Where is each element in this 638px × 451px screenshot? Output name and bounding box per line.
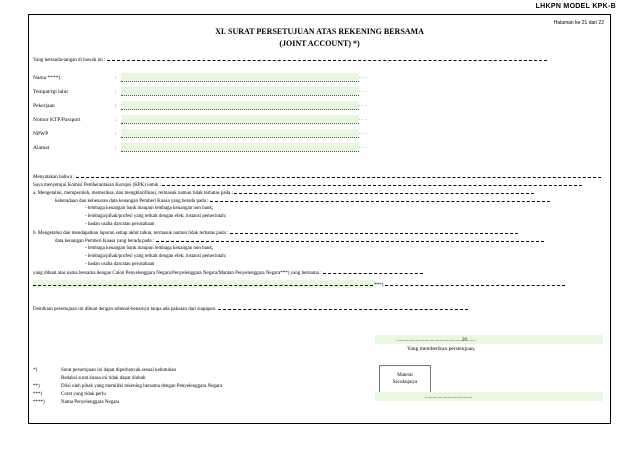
form-model-label: LHKPN MODEL KPK-B (535, 3, 616, 10)
note-text: Surat persetujuan ini dapat diperbanyak sesuai kebutuhan (61, 368, 176, 373)
list-item: - lembaga/pihak/profesi yang terkait dengan efek; instansi pemerintah; (85, 214, 227, 219)
birth-field[interactable] (121, 87, 359, 96)
signer-name-line: ...................................... (425, 395, 473, 400)
signer-name-field[interactable] (375, 392, 603, 401)
stamp-box: Materai Secukupnya (379, 365, 431, 393)
form-frame: Halaman ke 21 dari 22 XI. SURAT PERSETUJUAN ATAS REKENING BERSAMA (JOINT ACCOUNT) *) Yang bertanda-tangan di bawah ini : Nama ****) : ... Tempat/tgl lahir : ... Pekerjaan : ... Nomor KTP/Passport : ... NPWP : ... Alamat : ... Menyatakan bahwa : Saya menyetujui Komisi Pemberantasan Korupsi (KPK) untuk : a. Mengetahui, memperoleh, memeriksa, dan mengklarifikasi, termasuk namun tidak terbatas pada : keberadaan dan kebenaran data keuangan Pemberi Kuasa yang berada pada : - lembaga keuangan bank maupun lembaga keuangan non bank; - lembaga/pihak/profesi yang terkait dengan efek; instansi pemerintah; - badan usaha dan/atau perusahaan b. Mengetahui dan mendapatkan laporan setiap akhir tahun, termasuk namun tidak terbatas pada : data keuangan Pemberi Kuasa yang berada pada : - lembaga keuangan bank maupun lembaga keuangan non bank; - lembaga/pihak/profesi yang terkait dengan efek; instansi pemerintah; - badan usaha dan/atau perusahaan yang dibuat atas nama bersama dengan Calon Penyelenggara Negara/Penyelenggara Negara/Mantan Penyelenggara Negara***) yang bernama : ***) Demikian persetujuan ini dibuat dengan sebenar-benarnya tanpa ada paksaan dari siapapun. ....................................................20....... Yang memberikan persetujuan, Materai Secukupnya ...................................... *) Surat persetujuan ini dapat diperbanyak sesuai kebutuhan Redaksi surat kuasa ini tidak dapat diubah **) Diisi oleh pihak yang memiliki rekening bersama dengan Penyelenggara Negara ***) Coret yang tidak perlu ****) Nama Penyelenggara Negara (28, 14, 611, 424)
intro-line: Yang bertanda-tangan di bawah ini : (33, 56, 547, 64)
id-field[interactable] (121, 115, 359, 124)
date-line: ....................................................20....... (397, 338, 476, 343)
field-label-npwp: NPWP (33, 131, 49, 137)
field-label-address: Alamat (33, 145, 50, 151)
page-number: Halaman ke 21 dari 22 (553, 20, 604, 26)
note-text: Nama Penyelenggara Negara (61, 400, 120, 405)
consent-line: Saya menyetujui Komisi Pemberantasan Korupsi (KPK) untuk : (33, 181, 582, 189)
giver-label: Yang memberikan persetujuan, (407, 346, 476, 352)
list-item: - lembaga keuangan bank maupun lembaga keuangan non bank; (85, 246, 214, 251)
note-mark: *) (33, 368, 38, 373)
item-a-detail: keberadaan dan kebenaran data keuangan Pemberi Kuasa yang berada pada : (55, 197, 550, 205)
note-mark: ****) (33, 400, 45, 405)
field-label-birth: Tempat/tgl lahir (33, 89, 69, 95)
field-label-job: Pekerjaan (33, 103, 55, 109)
page-title (29, 26, 610, 50)
note-text: Diisi oleh pihak yang memiliki rekening bersama dengan Penyelenggara Negara (61, 384, 222, 389)
npwp-field[interactable] (121, 129, 359, 138)
note-mark: **) (33, 384, 40, 389)
declare-line: Menyatakan bahwa : (33, 173, 601, 181)
footnote-ref: ***) (374, 283, 384, 288)
title-sub: (JOINT ACCOUNT) *) (279, 39, 360, 48)
note-text: Redaksi surat kuasa ini tidak dapat diubah (61, 376, 146, 381)
item-b: b. Mengetahui dan mendapatkan laporan setiap akhir tahun, termasuk namun tidak terbatas pada : (33, 229, 518, 237)
list-item: - lembaga keuangan bank maupun lembaga keuangan non bank; (85, 206, 214, 211)
item-a: a. Mengetahui, memperoleh, memeriksa, dan mengklarifikasi, termasuk namun tidak terbatas pada : (33, 189, 534, 197)
field-label-id: Nomor KTP/Passport (33, 117, 81, 123)
title-main: XI. SURAT PERSETUJUAN ATAS REKENING BERSAMA (215, 27, 424, 36)
note-mark: ***) (33, 392, 43, 397)
name-field[interactable] (121, 73, 359, 82)
job-field[interactable] (121, 101, 359, 110)
field-label-name: Nama ****) (33, 75, 61, 81)
closing-line: Demikian persetujuan ini dibuat dengan sebenar-benarnya tanpa ada paksaan dari siapapun. (33, 305, 468, 313)
address-field[interactable] (121, 143, 359, 152)
joint-account-line: yang dibuat atas nama bersama dengan Calon Penyelenggara Negara/Penyelenggara Negara/Mantan Penyelenggara Negara***) yang bernama : (33, 269, 423, 277)
list-item: - badan usaha dan/atau perusahaan (85, 222, 155, 227)
note-text: Coret yang tidak perlu (61, 392, 106, 397)
list-item: - lembaga/pihak/profesi yang terkait dengan efek; instansi pemerintah; (85, 254, 227, 259)
list-item: - badan usaha dan/atau perusahaan (85, 262, 155, 267)
item-b-detail: data keuangan Pemberi Kuasa yang berada pada : (55, 237, 544, 245)
